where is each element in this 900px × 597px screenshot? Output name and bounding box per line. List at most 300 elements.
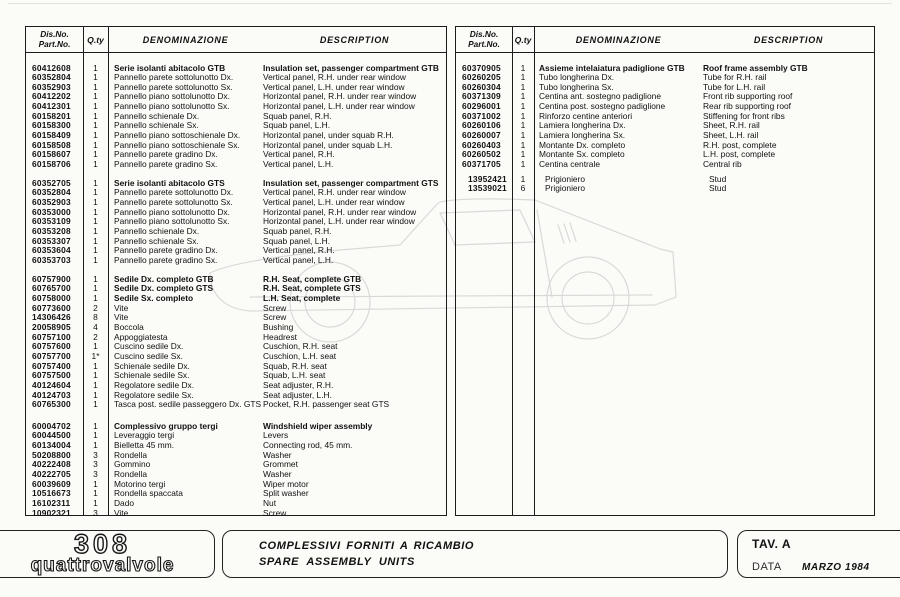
table-row — [26, 256, 446, 266]
description: Tube for R.H. rail — [703, 72, 767, 83]
part-number: 60353000 — [32, 206, 71, 217]
description: Central rib — [703, 159, 742, 170]
quantity: 1 — [93, 187, 98, 198]
table-row — [26, 304, 446, 314]
plate-title-box — [222, 530, 728, 578]
table-row — [26, 313, 446, 323]
quantity: 1 — [520, 120, 526, 131]
description: Pocket, R.H. passenger seat GTS — [263, 399, 390, 410]
part-number: 50208800 — [32, 449, 71, 460]
description: Squab panel, L.H. — [263, 120, 331, 131]
description: Horizontal panel, R.H. under rear window — [263, 206, 417, 217]
quantity: 1 — [93, 430, 98, 441]
quantity: 1 — [93, 226, 98, 236]
part-number: 60260304 — [462, 81, 501, 92]
right-table-header — [456, 27, 874, 53]
denominazione: Pannello piano sottolunotto Dx. — [114, 91, 230, 102]
description: Washer — [263, 469, 292, 480]
denominazione: Montante Dx. completo — [539, 139, 626, 150]
quantity: 1 — [520, 149, 526, 160]
part-number: 60370905 — [462, 62, 501, 73]
description: Stud — [709, 173, 727, 184]
part-number: 60757500 — [32, 370, 71, 381]
denominazione: Pannello piano sottolunotto Sx. — [114, 216, 230, 227]
denominazione: Motorino tergi — [114, 478, 166, 489]
quantity: 1 — [93, 81, 98, 92]
table-row — [26, 509, 446, 519]
part-number: 60765300 — [32, 399, 71, 410]
header-denominazione: DENOMINAZIONE — [142, 34, 229, 45]
part-number: 60758000 — [32, 292, 71, 303]
description: Sheet, R.H. rail — [703, 120, 760, 131]
part-number: 60757900 — [32, 273, 71, 284]
quantity: 3 — [93, 449, 98, 460]
table-row — [456, 83, 874, 93]
denominazione: Prigioniero — [545, 183, 586, 194]
description: Screw — [263, 302, 287, 313]
part-number: 60352804 — [32, 187, 71, 198]
quantity: 1 — [93, 235, 98, 246]
denominazione: Pannello parete sottolunotto Dx. — [114, 72, 234, 83]
denominazione: Complessivo gruppo tergi — [114, 420, 218, 431]
table-row — [456, 64, 874, 74]
model-logo-box — [0, 530, 215, 578]
column-divider — [83, 27, 84, 515]
quantity: 1 — [93, 488, 98, 499]
denominazione: Leveraggio tergi — [114, 430, 175, 441]
denominazione: Prigioniero — [545, 173, 586, 184]
scan-artifact-line — [8, 3, 892, 4]
quantity: 2 — [93, 302, 98, 313]
logo-quattrovalvole: quattrovalvole — [30, 555, 175, 576]
quantity: 1 — [93, 379, 98, 390]
description: Vertical panel, R.H. under rear window — [263, 72, 406, 83]
description: Headrest — [263, 331, 297, 342]
part-number: 60352903 — [32, 81, 71, 92]
part-number: 60158201 — [32, 110, 71, 121]
description: Vertical panel, R.H. under rear window — [263, 187, 406, 198]
table-row — [26, 333, 446, 343]
quantity: 3 — [93, 469, 98, 480]
quantity: 1 — [93, 478, 98, 489]
denominazione: Tubo longherina Dx. — [539, 72, 615, 83]
table-row — [26, 362, 446, 372]
table-row — [26, 227, 446, 237]
part-number: 13539021 — [468, 183, 507, 194]
denominazione: Appoggiatesta — [114, 331, 168, 342]
description: Horizontal panel, L.H. under rear window — [263, 101, 415, 112]
description: Horizontal panel, R.H. under rear window — [263, 91, 417, 102]
table-row — [456, 160, 874, 170]
quantity: 1 — [93, 91, 98, 102]
denominazione: Rondella spaccata — [114, 488, 183, 499]
description: Vertical panel, R.H. — [263, 245, 335, 256]
denominazione: Pannello piano sottolunotto Dx. — [114, 206, 230, 217]
description: Split washer — [263, 488, 309, 499]
quantity: 1 — [93, 72, 98, 83]
quantity: 1 — [520, 81, 526, 92]
table-row — [26, 371, 446, 381]
table-row — [26, 275, 446, 285]
part-number: 60757400 — [32, 360, 71, 371]
denominazione: Rondella — [114, 449, 148, 460]
denominazione: Gommino — [114, 459, 151, 470]
description: Squab panel, L.H. — [263, 235, 331, 246]
header-part-no-line: Part.No. — [38, 38, 71, 49]
table-row — [456, 184, 874, 194]
quantity: 2 — [93, 331, 98, 342]
part-number: 60260205 — [462, 72, 501, 83]
table-row — [456, 73, 874, 83]
description: Rear rib supporting roof — [703, 101, 791, 112]
table-row — [26, 470, 446, 480]
description: R.H. post, complete — [703, 139, 777, 150]
quantity: 1 — [93, 360, 98, 371]
left-table — [25, 26, 447, 516]
denominazione: Vite — [114, 507, 129, 518]
part-number: 60158706 — [32, 159, 71, 170]
description: Grommet — [263, 459, 298, 470]
quantity: 3 — [93, 459, 98, 470]
denominazione: Rondella — [114, 469, 148, 480]
table-row — [26, 381, 446, 391]
column-divider — [534, 27, 535, 515]
denominazione: Vite — [114, 302, 129, 313]
part-number: 13952421 — [468, 173, 507, 184]
table-row — [456, 141, 874, 151]
denominazione: Dado — [114, 498, 135, 509]
denominazione: Pannello parete sottolunotto Dx. — [114, 187, 234, 198]
quantity: 1 — [93, 283, 98, 294]
quantity: 1 — [93, 197, 98, 208]
quantity: 3 — [93, 507, 98, 518]
quantity: 1 — [93, 159, 98, 170]
description: Insulation set, passenger compartment GTB — [263, 62, 439, 73]
part-number: 20058905 — [32, 321, 71, 332]
denominazione: Pannello piano sottoschienale Dx. — [114, 130, 241, 141]
table-row — [26, 460, 446, 470]
denominazione: Sedile Dx. completo GTB — [114, 273, 214, 284]
plate-title-italian: COMPLESSIVI FORNITI A RICAMBIO — [259, 540, 475, 552]
quantity: 1* — [91, 350, 100, 361]
description: Front rib supporting roof — [703, 91, 793, 102]
part-number: 60353208 — [32, 226, 71, 236]
description: Screw — [263, 312, 287, 323]
table-row — [26, 499, 446, 509]
description: Squab panel, R.H. — [263, 110, 332, 121]
part-number: 60260007 — [462, 130, 501, 141]
part-number: 60757100 — [32, 331, 71, 342]
row-block — [456, 64, 874, 170]
right-table-body — [456, 53, 874, 194]
table-row — [26, 112, 446, 122]
description: Horizontal panel, under squab L.H. — [263, 139, 393, 150]
quantity: 1 — [520, 173, 526, 184]
part-number: 60757700 — [32, 350, 71, 361]
denominazione: Pannello schienale Sx. — [114, 120, 199, 131]
part-number: 10516673 — [32, 488, 71, 499]
table-row — [26, 489, 446, 499]
quantity: 1 — [93, 120, 98, 131]
denominazione: Pannello piano sottolunotto Sx. — [114, 101, 230, 112]
table-row — [26, 237, 446, 247]
description: Vertical panel, L.H. — [263, 159, 334, 170]
table-row — [26, 294, 446, 304]
right-table — [455, 26, 875, 516]
quantity: 1 — [93, 389, 98, 400]
denominazione: Pannello schienale Dx. — [114, 110, 200, 121]
quantity: 1 — [93, 245, 98, 256]
denominazione: Serie isolanti abitacolo GTS — [114, 177, 225, 188]
part-number: 60158508 — [32, 139, 71, 150]
header-qty: Q.ty — [514, 34, 532, 45]
part-number: 60353703 — [32, 254, 71, 265]
part-number: 60260502 — [462, 149, 501, 160]
row-block — [26, 275, 446, 410]
description: Horizontal panel, L.H. under rear window — [263, 216, 415, 227]
denominazione: Montante Sx. completo — [539, 149, 625, 160]
table-row — [26, 284, 446, 294]
quantity: 1 — [93, 101, 98, 112]
part-number: 60412608 — [32, 62, 71, 73]
header-part-no — [456, 30, 512, 49]
quantity: 1 — [520, 159, 526, 170]
part-number: 60371309 — [462, 91, 501, 102]
table-row — [26, 441, 446, 451]
description: Vertical panel, L.H. — [263, 254, 334, 265]
quantity: 1 — [93, 177, 98, 188]
denominazione: Pannello schienale Dx. — [114, 226, 200, 236]
denominazione: Pannello piano sottoschienale Sx. — [114, 139, 240, 150]
part-number: 60004702 — [32, 420, 71, 431]
column-divider — [512, 27, 513, 515]
part-number: 60260106 — [462, 120, 501, 131]
description: Seat adjuster, R.H. — [263, 379, 334, 390]
part-number: 60044500 — [32, 430, 71, 441]
part-number: 60296001 — [462, 101, 501, 112]
table-row — [26, 480, 446, 490]
row-block — [26, 179, 446, 266]
table-row — [26, 102, 446, 112]
quantity: 1 — [93, 440, 98, 451]
part-number: 14306426 — [32, 312, 71, 323]
header-qty: Q.ty — [87, 34, 104, 45]
table-row — [26, 217, 446, 227]
part-number: 60352903 — [32, 197, 71, 208]
row-block — [456, 175, 874, 194]
description: R.H. Seat, complete GTB — [263, 273, 362, 284]
description: Screw — [263, 507, 287, 518]
description: Stud — [709, 183, 727, 194]
table-row — [456, 102, 874, 112]
quantity: 6 — [520, 183, 526, 194]
part-number: 60353307 — [32, 235, 71, 246]
part-number: 60353109 — [32, 216, 71, 227]
denominazione: Pannello parete gradino Dx. — [114, 245, 218, 256]
table-row — [456, 150, 874, 160]
table-row — [26, 323, 446, 333]
description: Nut — [263, 498, 277, 509]
table-row — [26, 246, 446, 256]
denominazione: Rinforzo centine anteriori — [539, 110, 633, 121]
part-number: 60765700 — [32, 283, 71, 294]
table-row — [26, 141, 446, 151]
description: Washer — [263, 449, 292, 460]
description: Squab, R.H. seat — [263, 360, 327, 371]
description: Sheet, L.H. rail — [703, 130, 759, 141]
quantity: 1 — [93, 216, 98, 227]
description: Cuschion, R.H. seat — [263, 341, 338, 352]
date-value: MARZO 1984 — [802, 562, 870, 573]
quantity: 8 — [93, 312, 98, 323]
description: Roof frame assembly GTB — [703, 62, 808, 73]
denominazione: Pannello schienale Sx. — [114, 235, 199, 246]
part-number: 16102311 — [32, 498, 71, 509]
denominazione: Vite — [114, 312, 129, 323]
part-number: 10902321 — [32, 507, 71, 518]
denominazione: Lamiera longherina Sx. — [539, 130, 626, 141]
description: Seat adjuster, L.H. — [263, 389, 332, 400]
part-number: 60773600 — [32, 302, 71, 313]
table-row — [456, 112, 874, 122]
part-number: 40124604 — [32, 379, 71, 390]
part-number: 40124703 — [32, 389, 71, 400]
left-table-header — [26, 27, 446, 53]
denominazione: Pannello parete gradino Sx. — [114, 254, 218, 265]
part-number: 60371705 — [462, 159, 501, 170]
quantity: 1 — [93, 110, 98, 121]
table-row — [26, 352, 446, 362]
description: Tube for L.H. rail — [703, 81, 766, 92]
description: Cuschion, L.H. seat — [263, 350, 337, 361]
part-number: 60412301 — [32, 101, 71, 112]
quantity: 1 — [520, 91, 526, 102]
denominazione: Sedile Dx. completo GTS — [114, 283, 214, 294]
description: Wiper motor — [263, 478, 309, 489]
description: Vertical panel, L.H. under rear window — [263, 81, 405, 92]
part-number: 60352804 — [32, 72, 71, 83]
part-number: 60352705 — [32, 177, 71, 188]
part-number: 60353604 — [32, 245, 71, 256]
quantity: 1 — [93, 370, 98, 381]
table-row — [26, 160, 446, 170]
description: L.H. post, complete — [703, 149, 776, 160]
denominazione: Sedile Sx. completo — [114, 292, 194, 303]
denominazione: Cuscino sedile Sx. — [114, 350, 183, 361]
denominazione: Bielletta 45 mm. — [114, 440, 175, 451]
logo-308: 308 — [73, 529, 132, 559]
part-number: 60757600 — [32, 341, 71, 352]
denominazione: Centina centrale — [539, 159, 600, 170]
table-row — [456, 92, 874, 102]
table-row — [26, 342, 446, 352]
denominazione: Pannello parete sottolunotto Sx. — [114, 81, 233, 92]
header-part-no-line: Part.No. — [468, 38, 500, 49]
row-block — [26, 422, 446, 519]
quantity: 1 — [93, 130, 98, 141]
table-row — [26, 150, 446, 160]
plate-title-english: SPARE ASSEMBLY UNITS — [259, 556, 415, 568]
table-row — [26, 422, 446, 432]
quantity: 1 — [93, 498, 98, 509]
denominazione: Pannello parete gradino Sx. — [114, 159, 218, 170]
quantity: 1 — [520, 62, 526, 73]
denominazione: Pannello parete gradino Dx. — [114, 149, 218, 160]
denominazione: Assieme intelaiatura padiglione GTB — [539, 62, 685, 73]
header-description: DESCRIPTION — [753, 34, 824, 45]
quantity: 1 — [93, 420, 98, 431]
denominazione: Regolatore sedile Sx. — [114, 389, 194, 400]
part-number: 40222705 — [32, 469, 71, 480]
description: Connecting rod, 45 mm. — [263, 440, 353, 451]
denominazione: Schienale sedile Sx. — [114, 370, 190, 381]
column-divider — [108, 27, 109, 515]
description: Stiffening for front ribs — [703, 110, 785, 121]
denominazione: Tasca post. sedile passeggero Dx. GTS — [114, 399, 262, 410]
row-block — [26, 64, 446, 170]
part-number: 40222408 — [32, 459, 71, 470]
part-number: 60260403 — [462, 139, 501, 150]
table-number-box — [737, 530, 900, 578]
denominazione: Boccola — [114, 321, 144, 332]
denominazione: Pannello parete sottolunotto Sx. — [114, 197, 233, 208]
quantity: 1 — [93, 254, 98, 265]
denominazione: Centina ant. sostegno padiglione — [539, 91, 661, 102]
quantity: 4 — [93, 321, 98, 332]
part-number: 60371002 — [462, 110, 501, 121]
description: Horizontal panel, under squab R.H. — [263, 130, 394, 141]
header-denominazione: DENOMINAZIONE — [575, 34, 662, 45]
quantity: 1 — [93, 341, 98, 352]
quantity: 1 — [93, 292, 98, 303]
table-row — [456, 121, 874, 131]
header-description: DESCRIPTION — [319, 34, 390, 45]
quantity: 1 — [93, 399, 98, 410]
table-row — [456, 131, 874, 141]
quantity: 1 — [520, 72, 526, 83]
description: Vertical panel, L.H. under rear window — [263, 197, 405, 208]
description: Levers — [263, 430, 289, 441]
part-number: 60158607 — [32, 149, 71, 160]
table-row — [456, 175, 874, 185]
part-number: 60158409 — [32, 130, 71, 141]
description: R.H. Seat, complete GTS — [263, 283, 361, 294]
part-number: 60134004 — [32, 440, 71, 451]
quantity: 1 — [93, 139, 98, 150]
part-number: 60412202 — [32, 91, 71, 102]
header-dis-no: Dis.No. — [469, 29, 499, 40]
quantity: 1 — [93, 62, 98, 73]
description: Windshield wiper assembly — [263, 420, 373, 431]
quantity: 1 — [520, 101, 526, 112]
table-row — [26, 431, 446, 441]
description: Bushing — [263, 321, 294, 332]
description: Squab, L.H. seat — [263, 370, 326, 381]
denominazione: Serie isolanti abitacolo GTB — [114, 62, 226, 73]
quantity: 1 — [520, 130, 526, 141]
denominazione: Lamiera longherina Dx. — [539, 120, 626, 131]
left-table-body — [26, 53, 446, 518]
part-number: 60039609 — [32, 478, 71, 489]
header-dis-no: Dis.No. — [40, 29, 69, 40]
quantity: 1 — [520, 110, 526, 121]
description: Insulation set, passenger compartment GTS — [263, 177, 439, 188]
part-number: 60158300 — [32, 120, 71, 131]
denominazione: Regolatore sedile Dx. — [114, 379, 195, 390]
quantity: 1 — [93, 149, 98, 160]
quantity: 1 — [93, 273, 98, 284]
denominazione: Schienale sedile Dx. — [114, 360, 190, 371]
